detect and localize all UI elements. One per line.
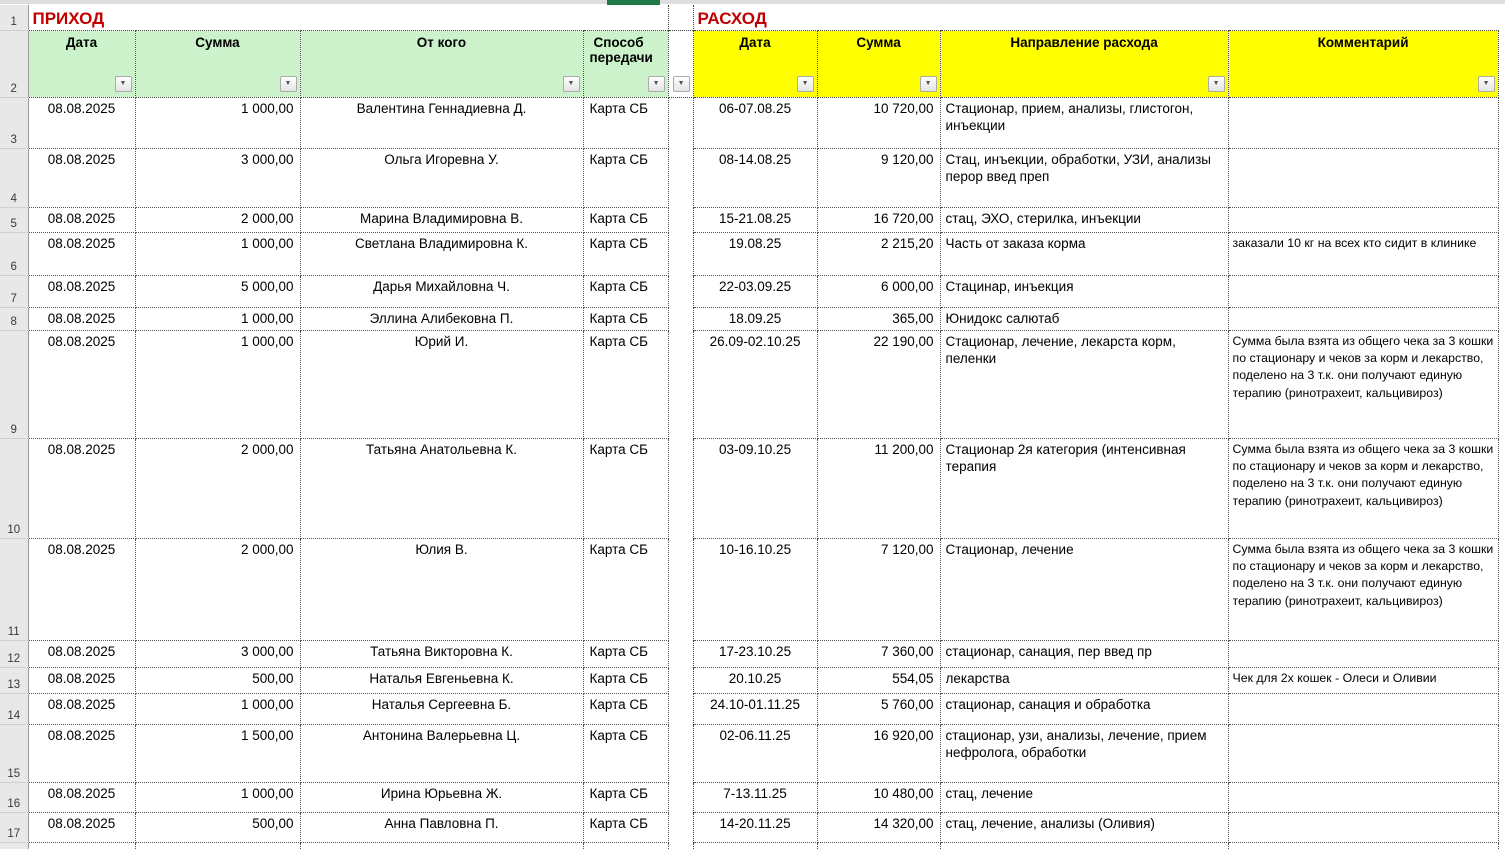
expense-direction-cell[interactable]: стационар, санация и обработка	[940, 693, 1228, 724]
expense-amount-cell[interactable]: 14 320,00	[817, 812, 940, 842]
expense-comment-cell[interactable]	[1228, 307, 1498, 330]
income-date-cell[interactable]: 08.08.2025	[28, 812, 135, 842]
income-date-cell[interactable]: 08.08.2025	[28, 148, 135, 207]
table-row	[0, 640, 1498, 667]
table-row	[0, 148, 1498, 207]
income-header-method[interactable]	[583, 30, 668, 97]
income-method-cell[interactable]: Карта СБ	[583, 724, 668, 782]
table-row	[0, 330, 1498, 438]
expense-amount-cell[interactable]: 11 200,00	[817, 438, 940, 538]
income-date-cell[interactable]: 08.08.2025	[28, 538, 135, 640]
filter-dropdown-icon: ▼	[652, 80, 660, 87]
expense-amount-cell[interactable]: 10 480,00	[817, 782, 940, 812]
filter-dropdown-icon: ▼	[801, 80, 809, 87]
expense-date-cell[interactable]: 7-13.11.25	[693, 782, 817, 812]
filter-button[interactable]	[797, 76, 814, 92]
income-amount-cell[interactable]: 2 000,00	[135, 438, 300, 538]
row-header[interactable]: 5	[0, 207, 28, 232]
income-from-cell[interactable]: Ирина Юрьевна Ж.	[300, 782, 583, 812]
cell[interactable]	[817, 842, 940, 849]
expense-direction-cell[interactable]: стационар, узи, анализы, лечение, прием нефролога, обработки	[940, 724, 1228, 782]
cell[interactable]	[28, 842, 135, 849]
expense-amount-cell[interactable]: 7 120,00	[817, 538, 940, 640]
income-from-cell[interactable]: Анна Павловна П.	[300, 812, 583, 842]
income-amount-cell[interactable]: 2 000,00	[135, 538, 300, 640]
cell[interactable]	[135, 842, 300, 849]
filter-dropdown-icon: ▼	[1212, 80, 1220, 87]
income-method-cell[interactable]: Карта СБ	[583, 640, 668, 667]
cell[interactable]	[583, 842, 668, 849]
income-method-cell[interactable]: Карта СБ	[583, 148, 668, 207]
header-row	[0, 30, 1498, 97]
income-title[interactable]: ПРИХОД	[32, 8, 105, 28]
income-header-amount[interactable]	[135, 30, 300, 97]
gap-cell[interactable]	[668, 693, 693, 724]
expense-amount-cell[interactable]: 554,05	[817, 667, 940, 693]
expense-header-direction-label: Направление расхода	[1010, 34, 1158, 50]
income-from-cell[interactable]: Марина Владимировна В.	[300, 207, 583, 232]
row-header[interactable]: 4	[0, 148, 28, 207]
income-from-cell[interactable]: Юлия В.	[300, 538, 583, 640]
gap-cell[interactable]	[668, 640, 693, 667]
title-row	[0, 5, 1498, 30]
expense-header-amount[interactable]	[817, 30, 940, 97]
income-method-cell[interactable]: Карта СБ	[583, 275, 668, 307]
filter-button[interactable]	[1478, 76, 1495, 92]
income-from-cell[interactable]: Наталья Евгеньевна К.	[300, 667, 583, 693]
row-header[interactable]: 12	[0, 640, 28, 667]
table-row	[0, 812, 1498, 842]
expense-date-cell[interactable]: 18.09.25	[693, 307, 817, 330]
income-method-cell[interactable]: Карта СБ	[583, 782, 668, 812]
expense-direction-cell[interactable]: Стац, инъекции, обработки, УЗИ, анализы перор введ преп	[940, 148, 1228, 207]
filter-button[interactable]	[920, 76, 937, 92]
expense-header-comment-label: Комментарий	[1317, 34, 1409, 50]
income-date-cell[interactable]: 08.08.2025	[28, 275, 135, 307]
expense-direction-cell[interactable]: Стационар, лечение	[940, 538, 1228, 640]
expense-amount-cell[interactable]: 16 720,00	[817, 207, 940, 232]
income-header-date[interactable]	[28, 30, 135, 97]
expense-date-cell[interactable]: 22-03.09.25	[693, 275, 817, 307]
income-from-cell[interactable]: Дарья Михайловна Ч.	[300, 275, 583, 307]
filter-button[interactable]	[115, 76, 132, 92]
expense-header-date[interactable]	[693, 30, 817, 97]
expense-date-cell[interactable]: 10-16.10.25	[693, 538, 817, 640]
income-amount-cell[interactable]: 2 000,00	[135, 207, 300, 232]
expense-direction-cell[interactable]: стационар, санация, пер введ пр	[940, 640, 1228, 667]
row-header[interactable]: 9	[0, 330, 28, 438]
income-amount-cell[interactable]: 500,00	[135, 812, 300, 842]
gap-cell[interactable]	[668, 148, 693, 207]
expense-amount-cell[interactable]: 9 120,00	[817, 148, 940, 207]
row-header[interactable]: 13	[0, 667, 28, 693]
gap-cell[interactable]	[668, 97, 693, 148]
income-date-cell[interactable]: 08.08.2025	[28, 307, 135, 330]
expense-comment-cell[interactable]: Сумма была взята из общего чека за 3 кошки по стационару и чеков за корм и лекарство, поделено на 3 т.к. они получают единую терапию (ринотрахеит, кальцивироз)	[1228, 330, 1498, 438]
expense-comment-cell[interactable]: Сумма была взята из общего чека за 3 кошки по стационару и чеков за корм и лекарство, поделено на 3 т.к. они получают единую терапию (ринотрахеит, кальцивироз)	[1228, 538, 1498, 640]
income-date-cell[interactable]: 08.08.2025	[28, 97, 135, 148]
expense-amount-cell[interactable]: 10 720,00	[817, 97, 940, 148]
expense-direction-cell[interactable]: Стационар 2я категория (интенсивная терапия	[940, 438, 1228, 538]
expense-direction-cell[interactable]: лекарства	[940, 667, 1228, 693]
gap-cell[interactable]	[668, 724, 693, 782]
income-date-cell[interactable]: 08.08.2025	[28, 693, 135, 724]
expense-date-cell[interactable]: 20.10.25	[693, 667, 817, 693]
income-from-cell[interactable]: Светлана Владимировна К.	[300, 232, 583, 275]
expense-direction-cell[interactable]: Стацинар, инъекция	[940, 275, 1228, 307]
expense-date-cell[interactable]: 15-21.08.25	[693, 207, 817, 232]
table-row	[0, 307, 1498, 330]
gap-cell[interactable]	[668, 5, 693, 30]
gap-cell[interactable]	[668, 667, 693, 693]
expense-date-cell[interactable]: 14-20.11.25	[693, 812, 817, 842]
expense-comment-cell[interactable]: заказали 10 кг на всех кто сидит в клинике	[1228, 232, 1498, 275]
expense-amount-cell[interactable]: 5 760,00	[817, 693, 940, 724]
filter-dropdown-icon: ▼	[119, 80, 127, 87]
expense-amount-cell[interactable]: 7 360,00	[817, 640, 940, 667]
expense-comment-cell[interactable]: Чек для 2х кошек - Олеси и Оливии	[1228, 667, 1498, 693]
row-header[interactable]: 3	[0, 97, 28, 148]
clipped-row	[0, 842, 1498, 849]
expense-comment-cell[interactable]	[1228, 724, 1498, 782]
income-amount-cell[interactable]: 5 000,00	[135, 275, 300, 307]
expense-comment-cell[interactable]	[1228, 640, 1498, 667]
income-amount-cell[interactable]: 1 000,00	[135, 782, 300, 812]
expense-date-cell[interactable]: 03-09.10.25	[693, 438, 817, 538]
expense-direction-cell[interactable]: стац, ЭХО, стерилка, инъекции	[940, 207, 1228, 232]
expense-amount-cell[interactable]: 16 920,00	[817, 724, 940, 782]
expense-direction-cell[interactable]: Часть от заказа корма	[940, 232, 1228, 275]
gap-cell[interactable]	[668, 538, 693, 640]
gap-cell[interactable]	[668, 232, 693, 275]
expense-direction-cell[interactable]: Юнидокс салютаб	[940, 307, 1228, 330]
income-date-cell[interactable]: 08.08.2025	[28, 330, 135, 438]
gap-header-cell[interactable]	[668, 30, 693, 97]
income-method-cell[interactable]: Карта СБ	[583, 538, 668, 640]
income-method-cell[interactable]: Карта СБ	[583, 667, 668, 693]
expense-amount-cell[interactable]: 2 215,20	[817, 232, 940, 275]
income-from-cell[interactable]: Антонина Валерьевна Ц.	[300, 724, 583, 782]
row-header[interactable]: 2	[0, 30, 28, 97]
row-header[interactable]: 17	[0, 812, 28, 842]
income-header-date-label: Дата	[65, 34, 98, 50]
row-header[interactable]: 10	[0, 438, 28, 538]
expense-amount-cell[interactable]: 22 190,00	[817, 330, 940, 438]
expense-amount-cell[interactable]: 6 000,00	[817, 275, 940, 307]
row-header[interactable]: 8	[0, 307, 28, 330]
income-method-cell[interactable]: Карта СБ	[583, 232, 668, 275]
income-amount-cell[interactable]: 1 000,00	[135, 232, 300, 275]
expense-direction-cell[interactable]: Стационар, прием, анализы, глистогон, инъекции	[940, 97, 1228, 148]
row-header[interactable]: 11	[0, 538, 28, 640]
income-method-cell[interactable]: Карта СБ	[583, 812, 668, 842]
filter-button[interactable]	[1208, 76, 1225, 92]
income-date-cell[interactable]: 08.08.2025	[28, 724, 135, 782]
income-header-from-label: От кого	[416, 34, 467, 50]
expense-date-cell[interactable]: 02-06.11.25	[693, 724, 817, 782]
row-header[interactable]: 6	[0, 232, 28, 275]
income-from-cell[interactable]: Ольга Игоревна У.	[300, 148, 583, 207]
expense-comment-cell[interactable]	[1228, 275, 1498, 307]
row-header[interactable]	[0, 842, 28, 849]
expense-header-amount-label: Сумма	[856, 34, 901, 50]
filter-dropdown-icon: ▼	[924, 80, 932, 87]
expense-comment-cell[interactable]	[1228, 97, 1498, 148]
income-amount-cell[interactable]: 3 000,00	[135, 148, 300, 207]
income-date-cell[interactable]: 08.08.2025	[28, 438, 135, 538]
income-method-cell[interactable]: Карта СБ	[583, 97, 668, 148]
cell[interactable]	[693, 842, 817, 849]
table-row	[0, 438, 1498, 538]
filter-dropdown-icon: ▼	[1482, 80, 1490, 87]
income-amount-cell[interactable]: 1 000,00	[135, 693, 300, 724]
table-row	[0, 724, 1498, 782]
filter-button[interactable]	[563, 76, 580, 92]
income-amount-cell[interactable]: 1 500,00	[135, 724, 300, 782]
income-from-cell[interactable]: Татьяна Викторовна К.	[300, 640, 583, 667]
expense-header-comment[interactable]	[1228, 30, 1498, 97]
row-header[interactable]: 16	[0, 782, 28, 812]
expense-date-cell[interactable]: 19.08.25	[693, 232, 817, 275]
income-method-cell[interactable]: Карта СБ	[583, 693, 668, 724]
expense-direction-cell[interactable]: стац, лечение	[940, 782, 1228, 812]
income-date-cell[interactable]: 08.08.2025	[28, 640, 135, 667]
income-method-cell[interactable]: Карта СБ	[583, 330, 668, 438]
income-from-cell[interactable]: Эллина Алибековна П.	[300, 307, 583, 330]
row-header[interactable]: 1	[0, 5, 28, 30]
table-row	[0, 232, 1498, 275]
expense-date-cell[interactable]: 24.10-01.11.25	[693, 693, 817, 724]
income-from-cell[interactable]: Юрий И.	[300, 330, 583, 438]
expense-comment-cell[interactable]	[1228, 782, 1498, 812]
expense-header-date-label: Дата	[739, 34, 771, 50]
filter-button[interactable]	[648, 76, 665, 92]
cell[interactable]	[300, 842, 583, 849]
filter-dropdown-icon: ▼	[567, 80, 575, 87]
table-row	[0, 667, 1498, 693]
expense-date-cell[interactable]: 17-23.10.25	[693, 640, 817, 667]
expense-header-direction[interactable]	[940, 30, 1228, 97]
income-method-cell[interactable]: Карта СБ	[583, 438, 668, 538]
gap-cell[interactable]	[668, 307, 693, 330]
income-from-cell[interactable]: Татьяна Анатольевна К.	[300, 438, 583, 538]
income-method-cell[interactable]: Карта СБ	[583, 307, 668, 330]
expense-comment-cell[interactable]	[1228, 812, 1498, 842]
expense-comment-cell[interactable]	[1228, 207, 1498, 232]
gap-cell[interactable]	[668, 275, 693, 307]
income-amount-cell[interactable]: 1 000,00	[135, 97, 300, 148]
expense-date-cell[interactable]: 26.09-02.10.25	[693, 330, 817, 438]
expense-comment-cell[interactable]	[1228, 148, 1498, 207]
income-date-cell[interactable]: 08.08.2025	[28, 207, 135, 232]
income-amount-cell[interactable]: 500,00	[135, 667, 300, 693]
income-header-from[interactable]	[300, 30, 583, 97]
filter-dropdown-icon: ▼	[677, 80, 685, 87]
income-from-cell[interactable]: Наталья Сергеевна Б.	[300, 693, 583, 724]
sheet-grid	[0, 5, 1499, 849]
income-amount-cell[interactable]: 1 000,00	[135, 307, 300, 330]
expense-date-cell[interactable]: 08-14.08.25	[693, 148, 817, 207]
gap-cell[interactable]	[668, 207, 693, 232]
expense-date-cell[interactable]: 06-07.08.25	[693, 97, 817, 148]
table-row	[0, 207, 1498, 232]
gap-cell[interactable]	[668, 812, 693, 842]
expense-title[interactable]: РАСХОД	[697, 8, 767, 28]
filter-button[interactable]	[673, 76, 690, 92]
cell[interactable]	[940, 842, 1228, 849]
gap-cell[interactable]	[668, 842, 693, 849]
income-date-cell[interactable]: 08.08.2025	[28, 667, 135, 693]
income-method-cell[interactable]: Карта СБ	[583, 207, 668, 232]
income-amount-cell[interactable]: 3 000,00	[135, 640, 300, 667]
gap-cell[interactable]	[668, 782, 693, 812]
income-amount-cell[interactable]: 1 000,00	[135, 330, 300, 438]
income-from-cell[interactable]: Валентина Геннадиевна Д.	[300, 97, 583, 148]
table-row	[0, 538, 1498, 640]
cell[interactable]	[1228, 842, 1498, 849]
expense-direction-cell[interactable]: Стационар, лечение, лекарста корм, пеленки	[940, 330, 1228, 438]
filter-dropdown-icon: ▼	[284, 80, 292, 87]
income-date-cell[interactable]: 08.08.2025	[28, 782, 135, 812]
expense-comment-cell[interactable]	[1228, 693, 1498, 724]
expense-amount-cell[interactable]: 365,00	[817, 307, 940, 330]
filter-button[interactable]	[280, 76, 297, 92]
gap-cell[interactable]	[668, 330, 693, 438]
income-date-cell[interactable]: 08.08.2025	[28, 232, 135, 275]
row-header[interactable]: 15	[0, 724, 28, 782]
expense-direction-cell[interactable]: стац, лечение, анализы (Оливия)	[940, 812, 1228, 842]
income-header-method-label: Способ передачи	[589, 34, 653, 65]
expense-comment-cell[interactable]: Сумма была взята из общего чека за 3 кошки по стационару и чеков за корм и лекарство, поделено на 3 т.к. они получают единую терапию (ринотрахеит, кальцивироз)	[1228, 438, 1498, 538]
income-header-amount-label: Сумма	[195, 34, 240, 50]
row-header[interactable]: 14	[0, 693, 28, 724]
table-row	[0, 97, 1498, 148]
table-row	[0, 275, 1498, 307]
table-row	[0, 693, 1498, 724]
table-row	[0, 782, 1498, 812]
row-header[interactable]: 7	[0, 275, 28, 307]
gap-cell[interactable]	[668, 438, 693, 538]
